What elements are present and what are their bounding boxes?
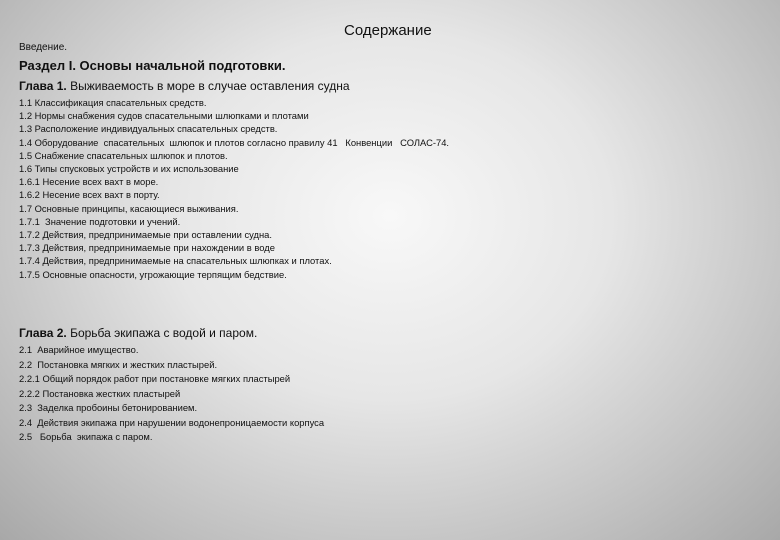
toc-item: 2.5 Борьба экипажа с паром.	[19, 431, 153, 442]
toc-item: 2.3 Заделка пробоины бетонированием.	[19, 402, 198, 413]
toc-item: 1.5 Снабжение спасательных шлюпок и плотов.	[19, 149, 228, 161]
toc-item: 1.6.1 Несение всех вахт в море.	[19, 176, 159, 188]
toc-item: 1.7.1 Значение подготовки и учений.	[19, 215, 181, 227]
chapter-1-title: Выживаемость в море в случае оставления судна	[66, 79, 350, 93]
toc-item: 1.1 Классификация спасательных средств.	[19, 97, 207, 108]
chapter-2-heading	[19, 326, 324, 340]
intro-line: Введение.	[19, 42, 68, 53]
toc-item: 1.7 Основные принципы, касающиеся выживания.	[19, 202, 239, 214]
toc-item: 1.7.5 Основные опасности, угрожающие терпящим бедствие.	[19, 268, 287, 280]
chapter-1-items	[19, 96, 449, 281]
chapter-2-items	[19, 343, 324, 445]
toc-item: 1.6 Типы спусковых устройств и их использование	[19, 163, 239, 175]
toc-item: 1.4 Оборудование спасательных шлюпок и плотов согласно правилу 41 Конвенции СОЛАС-74.	[19, 136, 450, 148]
chapter-2-block	[19, 326, 324, 445]
page-title: Содержание	[344, 22, 432, 39]
toc-item: 2.4 Действия экипажа при нарушении водонепроницаемости корпуса	[19, 416, 325, 428]
toc-item: 1.7.3 Действия, предпринимаемые при нахождении в воде	[19, 242, 275, 254]
toc-item: 1.6.2 Несение всех вахт в порту.	[19, 189, 160, 201]
toc-item: 2.2 Постановка мягких и жестких пластырей.	[19, 358, 218, 370]
toc-item: 1.2 Нормы снабжения судов спасательными шлюпками и плотами	[19, 110, 309, 122]
chapter-1-block	[19, 79, 449, 281]
chapter-1-label: Глава 1.	[19, 79, 67, 93]
toc-item: 2.2.2 Постановка жестких пластырей	[19, 387, 181, 399]
toc-item: 2.2.1 Общий порядок работ при постановке мягких пластырей	[19, 373, 291, 384]
chapter-2-title: Борьба экипажа с водой и паром.	[66, 326, 258, 340]
toc-item: 1.3 Расположение индивидуальных спасательных средств.	[19, 123, 278, 135]
toc-item: 1.7.2 Действия, предпринимаемые при оставлении судна.	[19, 229, 272, 241]
section-heading: Раздел I. Основы начальной подготовки.	[19, 58, 286, 73]
chapter-2-label: Глава 2.	[19, 326, 67, 340]
toc-item: 2.1 Аварийное имущество.	[19, 344, 139, 355]
chapter-1-heading	[19, 79, 449, 93]
toc-item: 1.7.4 Действия, предпринимаемые на спасательных шлюпках и плотах.	[19, 255, 332, 267]
